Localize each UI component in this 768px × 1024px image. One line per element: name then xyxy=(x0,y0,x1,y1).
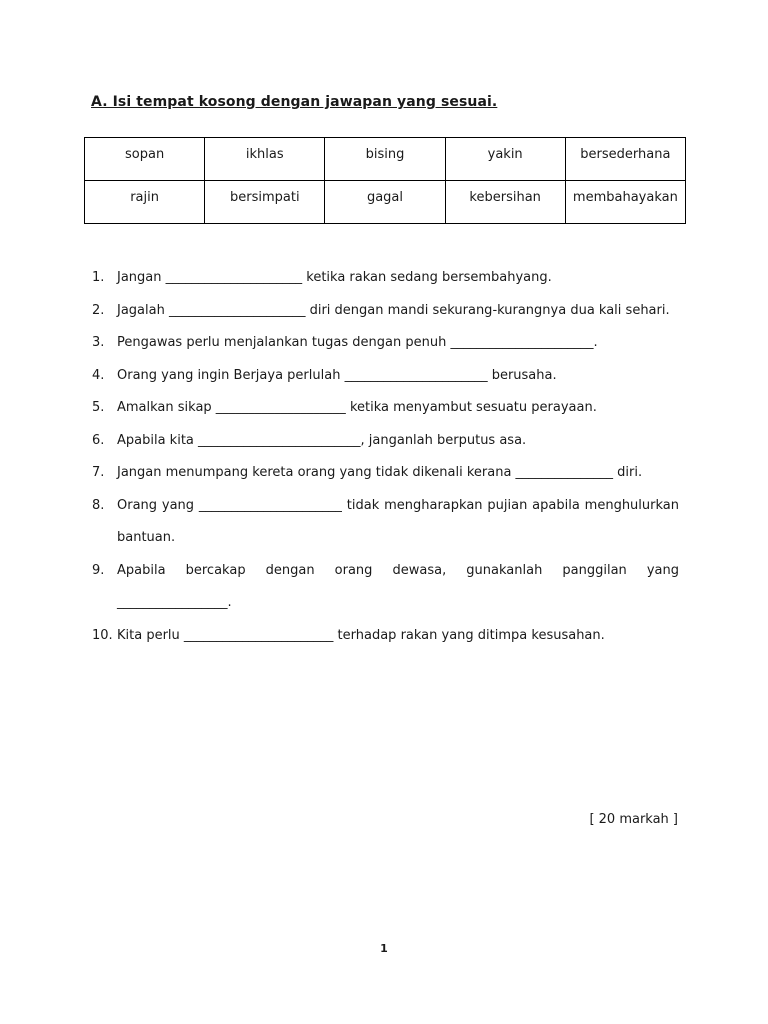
word-cell: rajin xyxy=(85,181,205,224)
question-item xyxy=(92,620,679,653)
question-item xyxy=(92,457,679,490)
word-cell: bersimpati xyxy=(205,181,325,224)
question-number: 5. xyxy=(92,400,105,415)
question-item xyxy=(92,327,679,360)
question-text: Jangan _____________________ ketika rakan sedang bersembahyang. xyxy=(117,270,552,285)
question-item xyxy=(92,360,679,393)
word-cell: kebersihan xyxy=(445,181,565,224)
question-item xyxy=(92,262,679,295)
word-cell: bersederhana xyxy=(565,138,685,181)
question-item xyxy=(92,295,679,328)
marks-label: [ 20 markah ] xyxy=(589,812,678,827)
word-bank-row xyxy=(85,138,686,181)
question-item xyxy=(92,392,679,425)
question-number: 2. xyxy=(92,302,105,318)
word-bank-table xyxy=(84,137,686,224)
question-number: 10. xyxy=(92,627,113,643)
question-text: Pengawas perlu menjalankan tugas dengan penuh ______________________. xyxy=(117,335,598,350)
word-cell: gagal xyxy=(325,181,445,224)
word-cell: bising xyxy=(325,138,445,181)
question-number: 3. xyxy=(92,335,105,350)
question-item xyxy=(92,490,679,555)
page-number: 1 xyxy=(380,942,388,955)
question-text: Orang yang ingin Berjaya perlulah ______________________ berusaha. xyxy=(117,367,557,383)
question-list xyxy=(92,262,679,652)
question-number: 7. xyxy=(92,465,105,480)
question-text: Jagalah _____________________ diri dengan mandi sekurang-kurangnya dua kali sehari. xyxy=(117,302,670,318)
question-text: Amalkan sikap ____________________ ketika menyambut sesuatu perayaan. xyxy=(117,400,597,415)
question-item xyxy=(92,425,679,458)
word-cell: membahayakan xyxy=(565,181,685,224)
question-number: 6. xyxy=(92,432,105,448)
question-item xyxy=(92,555,679,620)
section-heading: A. Isi tempat kosong dengan jawapan yang sesuai. xyxy=(91,94,498,110)
word-cell: sopan xyxy=(85,138,205,181)
question-text: Orang yang ______________________ tidak mengharapkan pujian apabila menghulurkan bantuan. xyxy=(117,497,679,545)
question-number: 4. xyxy=(92,367,105,383)
word-bank-row xyxy=(85,181,686,224)
question-text: Apabila kita _________________________, janganlah berputus asa. xyxy=(117,432,527,448)
question-text: Jangan menumpang kereta orang yang tidak dikenali kerana _______________ diri. xyxy=(117,465,643,480)
question-number: 8. xyxy=(92,497,105,513)
word-cell: yakin xyxy=(445,138,565,181)
question-number: 9. xyxy=(92,562,105,578)
question-text: Apabila bercakap dengan orang dewasa, gunakanlah panggilan yang _________________. xyxy=(117,562,679,610)
question-number: 1. xyxy=(92,270,105,285)
word-cell: ikhlas xyxy=(205,138,325,181)
question-text: Kita perlu _______________________ terhadap rakan yang ditimpa kesusahan. xyxy=(117,627,605,643)
